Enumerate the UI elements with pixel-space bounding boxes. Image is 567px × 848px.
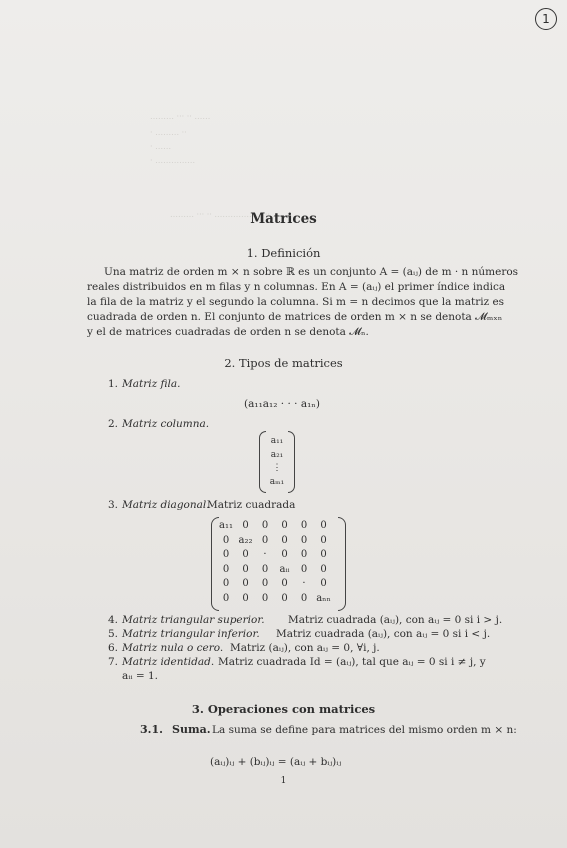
column-matrix-right-paren (288, 431, 295, 493)
matrix-cell: 0 (300, 549, 308, 560)
item-7-description-cont: aᵢᵢ = 1. (122, 670, 158, 682)
matrix-cell: 0 (281, 578, 288, 589)
matrix-cell: a₁₁ (219, 520, 233, 531)
item-7-name: Matriz identidad. (122, 656, 215, 668)
matrix-cell: 0 (281, 520, 288, 531)
item-6-number: 6. (108, 642, 119, 654)
matrix-cell: 0 (300, 534, 308, 546)
matrix-cell: 0 (320, 520, 327, 531)
circled-page-number: 1 (535, 8, 557, 30)
matrix-cell: 0 (300, 592, 308, 604)
item-2-name: Matriz columna. (122, 418, 210, 430)
section-2-heading: 2. Tipos de matrices (224, 356, 343, 370)
document-page: ……… ··· ·· …… · ……… ·· · …… · …………… ……… ··· ·· ……………… ·· …… 1 Matrices 1. Definición Una matriz de orden m × n sobre ℝ es un conjunto A = (aᵢⱼ) de m · n números reales distribuidos en m filas y n columnas. En A = (aᵢⱼ) el primer índice indica la fila de la matriz y el segundo la columna. Si m = n decimos que la matriz es cuadrada de orden n. El conjunto de matrices de orden m × n se denota 𝓜ₘₓₙ y el de matrices cuadradas de orden n se denota 𝓜ₙ. 2. Tipos de matrices 1. Matriz fila. (a₁₁a₁₂ · · · a₁ₙ) 2. Matriz columna. a₁₁ a₂₁ ⋮ aₘ₁ 3. Matriz diagonal. Matriz cuadrada a₁₁ 0 0 0 0 0 0 a₂₂ 0 0 0 0 0 0 · 0 0 0 0 0 0 aᵢᵢ 0 0 0 0 0 0 · 0 0 0 0 0 0 aₙₙ 4. Matriz triangular superior. Matriz cuadrada (aᵢⱼ), con aᵢⱼ = 0 si i > j. 5. Matriz triangular inferior. Matriz cuadrada (aᵢⱼ), con aᵢⱼ = 0 si i < j. 6. Matriz nula o cero. Matriz (aᵢⱼ), con aᵢⱼ = 0, ∀i, j. 7. Matriz identidad. Matriz cuadrada Id = (aᵢⱼ), tal que aᵢⱼ = 0 si i ≠ j, y aᵢᵢ = 1. 3. Operaciones con matrices 3.1. Suma. La suma se define para matrices del mismo orden m × n: (aᵢⱼ)ᵢⱼ + (bᵢⱼ)ᵢⱼ = (aᵢⱼ + bᵢⱼ)ᵢⱼ 1 (0, 0, 567, 848)
matrix-cell: 0 (261, 592, 269, 604)
matrix-cell: 0 (222, 549, 230, 560)
item-3-number: 3. (108, 499, 119, 511)
item-3-description: Matriz cuadrada (207, 499, 296, 511)
column-entry: aₘ₁ (269, 477, 285, 487)
diagonal-matrix-right-paren (338, 517, 346, 611)
matrix-cell: 0 (300, 520, 308, 531)
item-4-name: Matriz triangular superior. (122, 614, 265, 626)
item-7-description: Matriz cuadrada Id = (aᵢⱼ), tal que aᵢⱼ = 0 si i ≠ j, y (218, 656, 486, 668)
matrix-cell: 0 (281, 534, 288, 546)
definition-line-5: y el de matrices cuadradas de orden n se denota 𝓜ₙ. (87, 326, 369, 338)
matrix-cell: 0 (281, 592, 288, 604)
item-5-name: Matriz triangular inferior. (122, 628, 260, 640)
matrix-cell: 0 (242, 520, 249, 531)
section-3-heading: 3. Operaciones con matrices (191, 702, 376, 716)
column-entry: a₂₁ (270, 450, 284, 460)
definition-line-3: la fila de la matriz y el segundo la columna. Si m = n decimos que la matriz es (87, 296, 505, 308)
matrix-cell: 0 (320, 549, 327, 560)
subsection-3-1-number: 3.1. (140, 723, 163, 736)
matrix-cell: 0 (222, 592, 230, 604)
item-2-number: 2. (108, 418, 119, 430)
definition-line-2: reales distribuidos en m filas y n columnas. En A = (aᵢⱼ) el primer índice indica (87, 281, 506, 293)
item-7-number: 7. (108, 656, 119, 668)
matrix-cell: · (263, 549, 267, 560)
matrix-cell: 0 (261, 563, 269, 575)
sum-formula: (aᵢⱼ)ᵢⱼ + (bᵢⱼ)ᵢⱼ = (aᵢⱼ + bᵢⱼ)ᵢⱼ (210, 756, 342, 768)
subsection-3-1-text: La suma se define para matrices del mismo orden m × n: (212, 724, 517, 736)
document-title: Matrices (250, 211, 317, 227)
item-4-number: 4. (108, 614, 119, 626)
column-entry: a₁₁ (270, 436, 284, 446)
footer-page-number: 1 (280, 776, 287, 786)
definition-line-4: cuadrada de orden n. El conjunto de matrices de orden m × n se denota 𝓜ₘₓₙ (87, 311, 503, 323)
column-entry: ⋮ (272, 463, 282, 473)
matrix-cell: 0 (261, 534, 269, 546)
matrix-cell: aᵢᵢ (279, 563, 290, 575)
item-1-number: 1. (108, 378, 119, 390)
matrix-cell: 0 (222, 563, 230, 575)
matrix-cell: 0 (320, 578, 327, 589)
matrix-cell: 0 (300, 563, 308, 575)
matrix-cell: 0 (222, 578, 230, 589)
item-6-description: Matriz (aᵢⱼ), con aᵢⱼ = 0, ∀i, j. (230, 642, 380, 654)
bleed-through: ……… ··· ·· …… (150, 112, 211, 121)
definition-line-1: Una matriz de orden m × n sobre ℝ es un conjunto A = (aᵢⱼ) de m · n números (104, 266, 519, 278)
matrix-cell: 0 (320, 534, 327, 546)
item-3-name: Matriz diagonal. (122, 499, 210, 511)
section-1-heading: 1. Definición (246, 246, 321, 260)
matrix-cell: 0 (242, 549, 249, 560)
item-1-name: Matriz fila. (122, 378, 181, 390)
matrix-cell: aₙₙ (316, 592, 331, 604)
matrix-cell: · (302, 578, 306, 589)
matrix-cell: 0 (242, 578, 249, 589)
item-6-name: Matriz nula o cero. (122, 642, 224, 654)
item-5-description: Matriz cuadrada (aᵢⱼ), con aᵢⱼ = 0 si i < j. (276, 628, 491, 640)
matrix-cell: 0 (242, 592, 249, 604)
matrix-cell: a₂₂ (238, 534, 253, 546)
item-5-number: 5. (108, 628, 119, 640)
matrix-cell: 0 (281, 549, 288, 560)
matrix-cell: 0 (261, 520, 269, 531)
matrix-cell: 0 (222, 534, 230, 546)
matrix-cell: 0 (320, 563, 327, 575)
item-4-description: Matriz cuadrada (aᵢⱼ), con aᵢⱼ = 0 si i > j. (288, 614, 503, 626)
matrix-cell: 0 (261, 578, 269, 589)
matrix-cell: 0 (242, 563, 249, 575)
row-matrix-formula: (a₁₁a₁₂ · · · a₁ₙ) (244, 398, 320, 410)
subsection-3-1-title: Suma. (172, 723, 211, 736)
